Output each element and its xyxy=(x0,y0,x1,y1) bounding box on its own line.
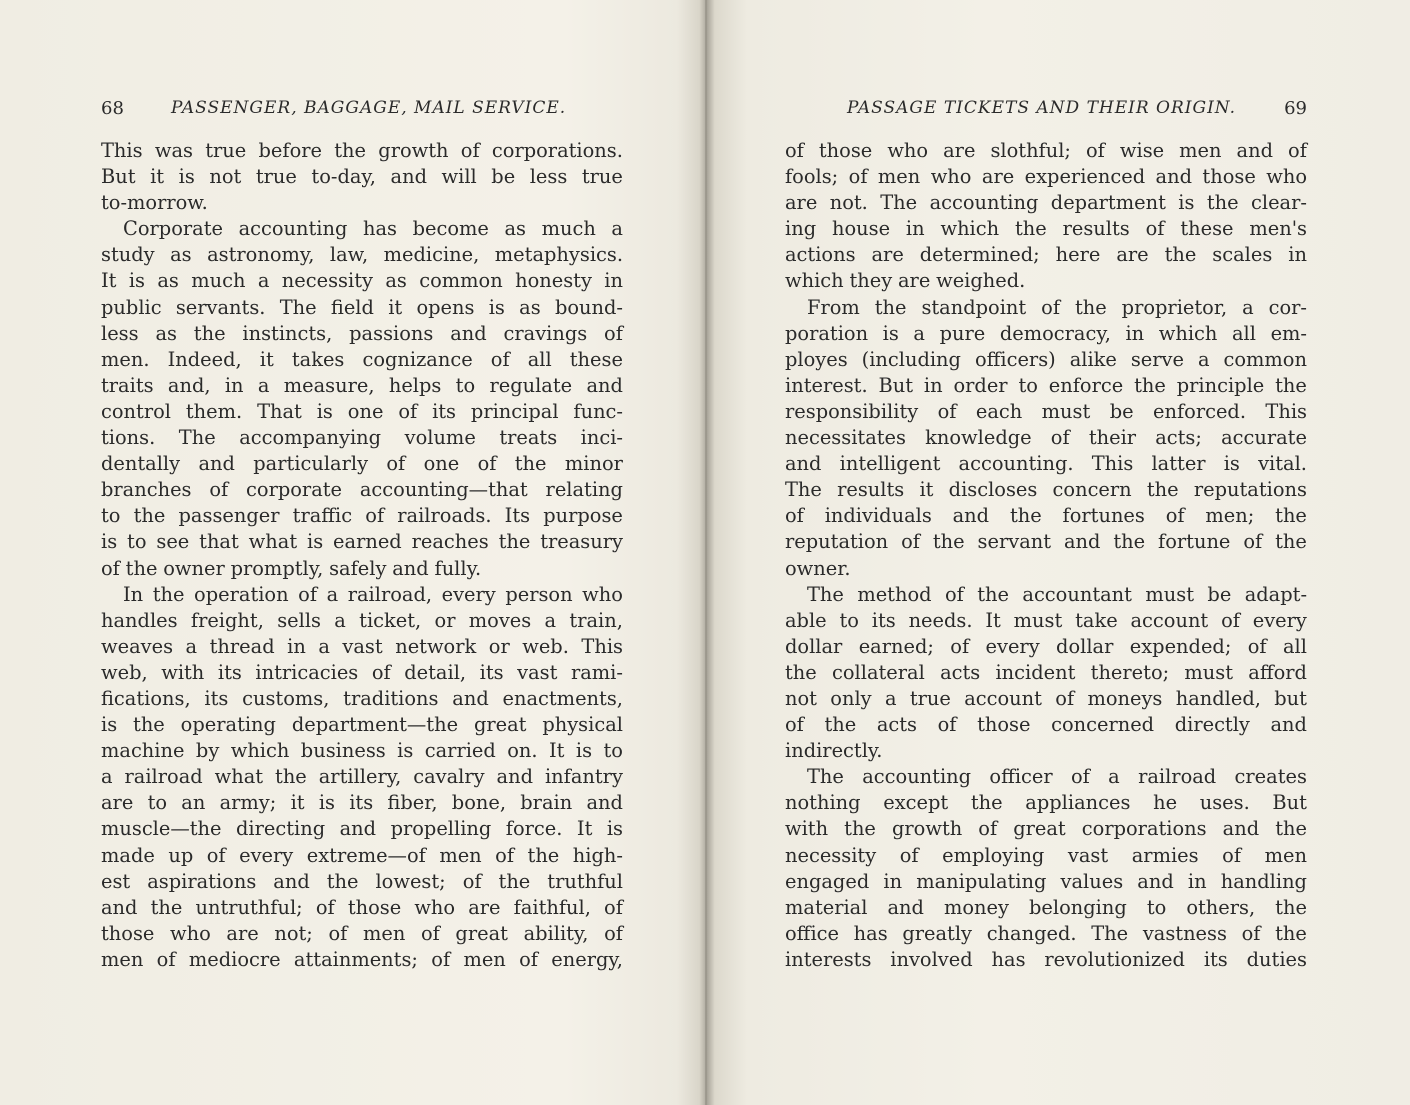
text-line: poration is a pure democracy, in which all em- xyxy=(785,321,1307,345)
book-gutter xyxy=(705,0,707,1105)
text-line: interests involved has revolutionized its duties xyxy=(785,947,1307,971)
text-line: The results it discloses concern the reputations xyxy=(785,478,1307,502)
text-line: weaves a thread in a vast network or web. This xyxy=(101,634,623,658)
text-line: able to its needs. It must take account of every xyxy=(785,608,1307,632)
text-line: not only a true account of moneys handled, but xyxy=(785,686,1307,710)
text-line: engaged in manipulating values and in handling xyxy=(785,869,1307,893)
text-line: men of mediocre attainments; of men of energy, xyxy=(101,947,623,971)
text-line: handles freight, sells a ticket, or moves a train, xyxy=(101,608,623,632)
text-line: This was true before the growth of corporations. xyxy=(101,139,623,162)
text-line: traits and, in a measure, helps to regulate and xyxy=(101,373,623,397)
text-line: nothing except the appliances he uses. But xyxy=(785,791,1307,815)
text-line: are to an army; it is its fiber, bone, brain and xyxy=(101,791,623,815)
text-line: men. Indeed, it takes cognizance of all these xyxy=(101,347,623,371)
text-line: machine by which business is carried on. It is to xyxy=(101,739,623,763)
text-line: tions. The accompanying volume treats inci- xyxy=(101,426,623,450)
text-line: the collateral acts incident thereto; must afford xyxy=(785,660,1307,684)
text-line: those who are not; of men of great ability, of xyxy=(101,921,623,945)
text-line: necessitates knowledge of their acts; accurate xyxy=(785,426,1307,450)
text-line: In the operation of a railroad, every person who xyxy=(123,582,623,606)
text-line: web, with its intricacies of detail, its vast rami- xyxy=(101,660,623,684)
left-page xyxy=(101,92,623,973)
text-line: control them. That is one of its principal func- xyxy=(101,399,623,423)
text-line: responsibility of each must be enforced. This xyxy=(785,399,1307,423)
text-line: of individuals and the fortunes of men; the xyxy=(785,504,1307,528)
text-line: fools; of men who are experienced and those who xyxy=(785,165,1307,189)
left-body-text xyxy=(101,138,623,973)
text-line: of those who are slothful; of wise men and of xyxy=(785,139,1307,162)
text-line: ployes (including officers) alike serve a common xyxy=(785,347,1307,371)
text-line: office has greatly changed. The vastness of the xyxy=(785,921,1307,945)
text-line: indirectly. xyxy=(785,739,883,763)
left-running-head xyxy=(101,92,623,122)
right-running-title: PASSAGE TICKETS AND THEIR ORIGIN. xyxy=(847,98,1236,118)
text-line: is the operating department—the great physical xyxy=(101,713,623,737)
text-line: reputation of the servant and the fortune of the xyxy=(785,530,1307,554)
text-line: Corporate accounting has become as much a xyxy=(123,217,623,241)
text-line: of the acts of those concerned directly and xyxy=(785,713,1307,737)
right-running-head xyxy=(785,92,1307,122)
text-line: owner. xyxy=(785,556,851,580)
text-line: But it is not true to-day, and will be less true xyxy=(101,165,623,189)
text-line: It is as much a necessity as common honesty in xyxy=(101,269,623,293)
text-line: which they are weighed. xyxy=(785,269,1026,293)
right-body-text xyxy=(785,138,1307,973)
text-line: with the growth of great corporations and the xyxy=(785,817,1307,841)
text-line: From the standpoint of the proprietor, a cor- xyxy=(807,295,1307,319)
text-line: muscle—the directing and propelling force. It is xyxy=(101,817,623,841)
left-page-number: 68 xyxy=(101,98,124,119)
text-line: dollar earned; of every dollar expended; of all xyxy=(785,634,1307,658)
text-line: made up of every extreme—of men of the high- xyxy=(101,843,623,867)
text-line: are not. The accounting department is the clear- xyxy=(785,191,1307,215)
text-line: branches of corporate accounting—that relating xyxy=(101,478,623,502)
text-line: ing house in which the results of these men's xyxy=(785,217,1307,241)
text-line: less as the instincts, passions and cravings of xyxy=(101,321,623,345)
right-page-number: 69 xyxy=(1284,98,1307,119)
text-line: public servants. The field it opens is as bound- xyxy=(101,295,623,319)
text-line: and the untruthful; of those who are faithful, of xyxy=(101,895,623,919)
text-line: to the passenger traffic of railroads. Its purpose xyxy=(101,504,623,528)
text-line: necessity of employing vast armies of men xyxy=(785,843,1307,867)
text-line: a railroad what the artillery, cavalry and infantry xyxy=(101,765,623,789)
text-line: to-morrow. xyxy=(101,191,208,215)
right-page xyxy=(785,92,1307,973)
text-line: actions are determined; here are the scales in xyxy=(785,243,1307,267)
text-line: The accounting officer of a railroad creates xyxy=(807,765,1307,789)
text-line: material and money belonging to others, the xyxy=(785,895,1307,919)
text-line: interest. But in order to enforce the principle the xyxy=(785,373,1307,397)
text-line: The method of the accountant must be adapt- xyxy=(807,582,1307,606)
text-line: fications, its customs, traditions and enactments, xyxy=(101,686,623,710)
text-line: est aspirations and the lowest; of the truthful xyxy=(101,869,623,893)
text-line: study as astronomy, law, medicine, metaphysics. xyxy=(101,243,623,267)
text-line: and intelligent accounting. This latter is vital. xyxy=(785,452,1307,476)
text-line: dentally and particularly of one of the minor xyxy=(101,452,623,476)
text-line: of the owner promptly, safely and fully. xyxy=(101,556,482,580)
text-line: is to see that what is earned reaches the treasury xyxy=(101,530,623,554)
left-running-title: PASSENGER, BAGGAGE, MAIL SERVICE. xyxy=(171,98,567,118)
